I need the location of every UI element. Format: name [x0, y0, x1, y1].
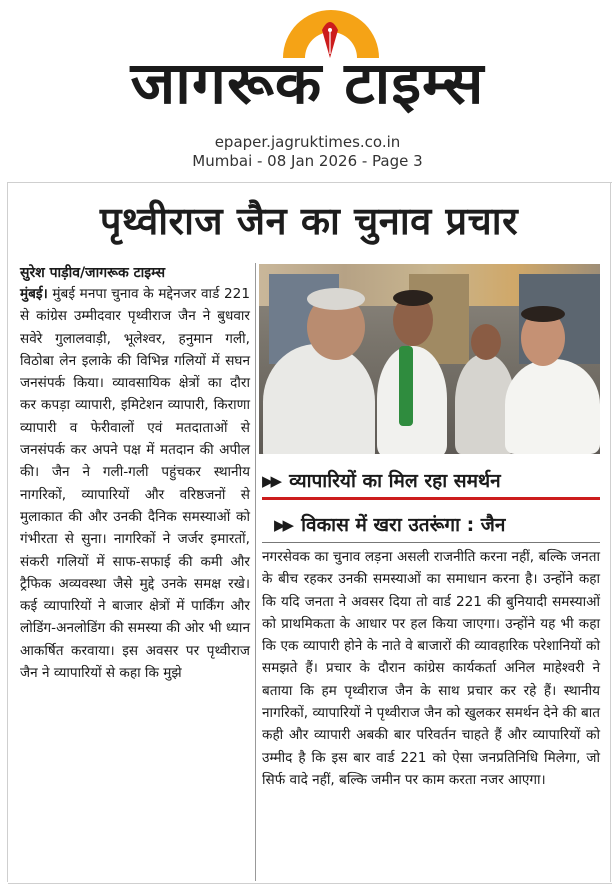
article-dateline: मुंबई। [20, 286, 48, 302]
double-arrow-icon: ▶▶ [274, 516, 292, 534]
clip-border-left [7, 182, 8, 882]
edition-line: Mumbai - 08 Jan 2026 - Page 3 [192, 152, 423, 170]
subheading-development-text: विकास में खरा उतरूंगा : जैन [301, 514, 506, 536]
accent-rule [262, 497, 600, 500]
section-divider [262, 542, 600, 543]
double-arrow-icon: ▶▶ [262, 472, 280, 490]
clip-border-bottom [8, 883, 612, 884]
newspaper-logo[interactable]: जागरूक टाइम्स [130, 49, 485, 117]
article-body-left-text: मुंबई मनपा चुनाव के मद्देनजर वार्ड 221 से कांग्रेस उम्मीदवार पृथ्वीराज जैन ने बुधवार सवेरे गुलालवाड़ी, भूलेश्वर, हनुमान गली, विठोबा लेन इलाके की विभिन्न गलियों में सघन जनसंपर्क किया। व्यावसायिक क्षेत्रों का दौरा कर कपड़ा व्यापारी, इमिटेशन व्यापारी, किराणा व्यापारी व फेरीवालों एवं मतदाताओं से जनसंपर्क कर अपने पक्ष में मतदान की अपील की। जैन ने गली-गली पहुंचकर स्थानीय नागरिकों, व्यापारियों और वरिष्ठजनों से मुलाकात की और उनकी दैनिक समस्याओं को गंभीरता से सुना। नागरिकों ने जर्जर इमारतों, संकरी गलियों में साफ-सफाई की कमी और ट्रैफिक अव्यवस्था जैसे मुद्दे उनके समक्ष रखे। कई व्यापारियों ने बाजार क्षेत्रों में पार्किंग और लोडिंग-अनलोडिंग की समस्या की ओर भी ध्यान आकर्षित करवाया। इस अवसर पर पृथ्वीराज जैन ने व्यापारियों से कहा कि मुझे [20, 286, 250, 682]
article-headline: पृथ्वीराज जैन का चुनाव प्रचार [99, 199, 519, 243]
article-body-right: नगरसेवक का चुनाव लड़ना असली राजनीति करना नहीं, बल्कि जनता के बीच रहकर उनकी समस्याओं का समाधान करना है। उन्होंने कहा कि यदि जनता ने अवसर दिया तो वार्ड 221 की बुनियादी समस्याओं को प्राथमिकता के आधार पर हल किया जाएगा। उन्होंने यह भी कहा कि एक व्यापारी होने के नाते वे बाजारों की व्यावहारिक परेशानियों को समझते हैं। प्रचार के दौरान कांग्रेस कार्यकर्ता अनिल माहेश्वरी ने बताया कि हम पृथ्वीराज जैन के साथ प्रचार कर रहे हैं। स्थानीय नागरिकों, व्यापारियों ने पृथ्वीराज जैन को खुलकर समर्थन देने की बात कही और व्यापारी अबकी बार परिवर्तन चाहते हैं और व्यापारियों को उम्मीद है कि इस बार वार्ड 221 को ऐसा जनप्रतिनिधि मिलेगा, जो सिर्फ वादे नहीं, बल्कि जमीन पर काम करता नजर आएगा। [262, 549, 600, 788]
subheading-support-text: व्यापारियों का मिल रहा समर्थन [289, 470, 501, 492]
article-byline: सुरेश पाड़ीव/जागरूक टाइम्स [20, 265, 166, 281]
clip-border-right [610, 182, 611, 882]
article-body-left [20, 283, 250, 684]
masthead [0, 0, 615, 180]
article-photo [259, 264, 600, 454]
column-divider [255, 263, 256, 881]
subheading-development [274, 510, 594, 540]
clip-border-top [8, 182, 612, 183]
subheading-support [262, 466, 600, 496]
site-url[interactable]: epaper.jagruktimes.co.in [214, 133, 401, 151]
